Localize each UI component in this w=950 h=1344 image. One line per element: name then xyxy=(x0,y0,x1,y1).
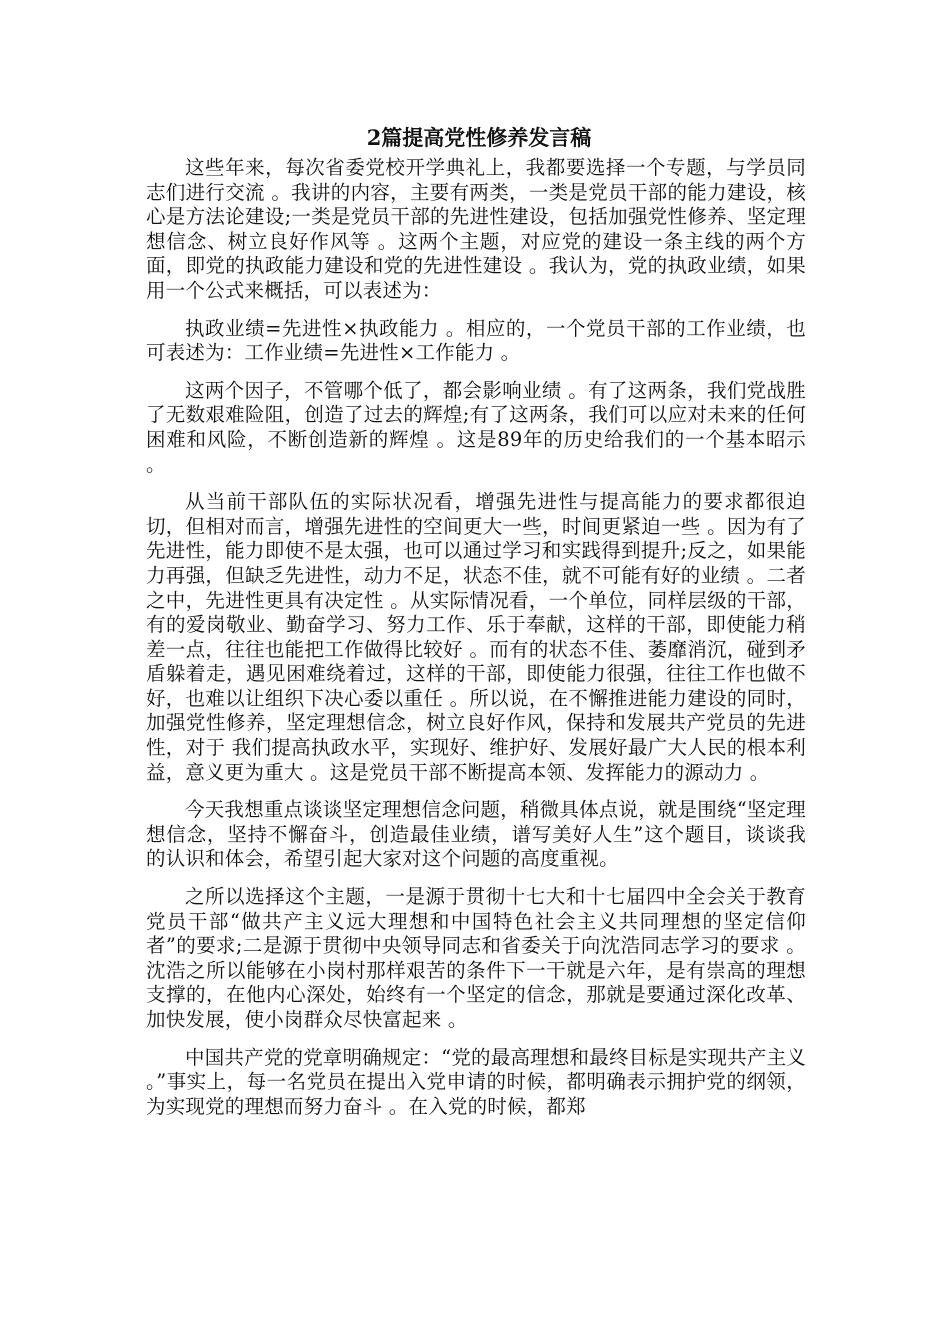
paragraph-7: 中国共产党的党章明确规定：“党的最高理想和最终目标是实现共产主义 。”事实上，每一名党员在提出入党申请的时候，都明确表示拥护党的纲领，为实现党的理想而努力奋斗 。在入党的时候，都郑 xyxy=(146,1045,806,1118)
paragraph-4: 从当前干部队伍的实际状况看，增强先进性与提高能力的要求都很迫切，但相对而言，增强先进性的空间更大一些，时间更紧迫一些 。因为有了先进性，能力即使不是太强，也可以通过学习和实践得到提升;反之，如果能力再强，但缺乏先进性，动力不足，状态不佳，就不可能有好的业绩 。二者之中，先进性更具有决定性 。从实际情况看，一个单位，同样层级的干部，有的爱岗敬业、勤奋学习、努力工作、乐于奉献，这样的干部，即使能力稍差一点，往往也能把工作做得比较好 。而有的状态不佳、萎靡消沉，碰到矛盾躲着走，遇见困难绕着过，这样的干部，即使能力很强，往往工作也做不好，也难以让组织下决心委以重任 。所以说，在不懈推进能力建设的同时，加强党性修养，坚定理想信念，树立良好作风，保持和发展共产党员的先进性，对于 我们提高执政水平，实现好、维护好、发展好最广大人民的根本利益，意义更为重大 。这是党员干部不断提高本领、发挥能力的源动力 。 xyxy=(146,490,806,784)
document-page xyxy=(146,124,806,1132)
paragraph-2: 执政业绩=先进性×执政能力 。相应的，一个党员干部的工作业绩，也可表述为：工作业绩=先进性×工作能力 。 xyxy=(146,316,806,365)
document-title: 2篇提高党性修养发言稿 xyxy=(366,125,592,150)
paragraph-1: 这些年来，每次省委党校开学典礼上，我都要选择一个专题，与学员同志们进行交流 。我讲的内容，主要有两类，一类是党员干部的能力建设，核心是方法论建设;一类是党员干部的先进性建设，包括加强党性修养、坚定理想信念、树立良好作风等 。这两个主题，对应党的建设一条主线的两个方面，即党的执政能力建设和党的先进性建设 。我认为，党的执政业绩，如果用一个公式来概括，可以表述为： xyxy=(146,156,806,302)
paragraph-5: 今天我想重点谈谈坚定理想信念问题，稍微具体点说，就是围绕“坚定理想信念，坚持不懈奋斗，创造最佳业绩，谱写美好人生”这个题目，谈谈我的认识和体会，希望引起大家对这个问题的高度重视。 xyxy=(146,798,806,871)
paragraph-3: 这两个因子，不管哪个低了，都会影响业绩 。有了这两条，我们党战胜了无数艰难险阻，创造了过去的辉煌;有了这两条，我们可以应对未来的任何困难和风险，不断创造新的辉煌 。这是89年的历史给我们的一个基本昭示 。 xyxy=(146,378,806,476)
paragraph-6: 之所以选择这个主题，一是源于贯彻十七大和十七届四中全会关于教育党员干部“做共产主义远大理想和中国特色社会主义共同理想的坚定信仰者”的要求;二是源于贯彻中央领导同志和省委关于向沈浩同志学习的要求 。沈浩之所以能够在小岗村那样艰苦的条件下一干就是六年，是有崇高的理想支撑的，在他内心深处，始终有一个坚定的信念，那就是要通过深化改革、加快发展，使小岗群众尽快富起来 。 xyxy=(146,885,806,1031)
